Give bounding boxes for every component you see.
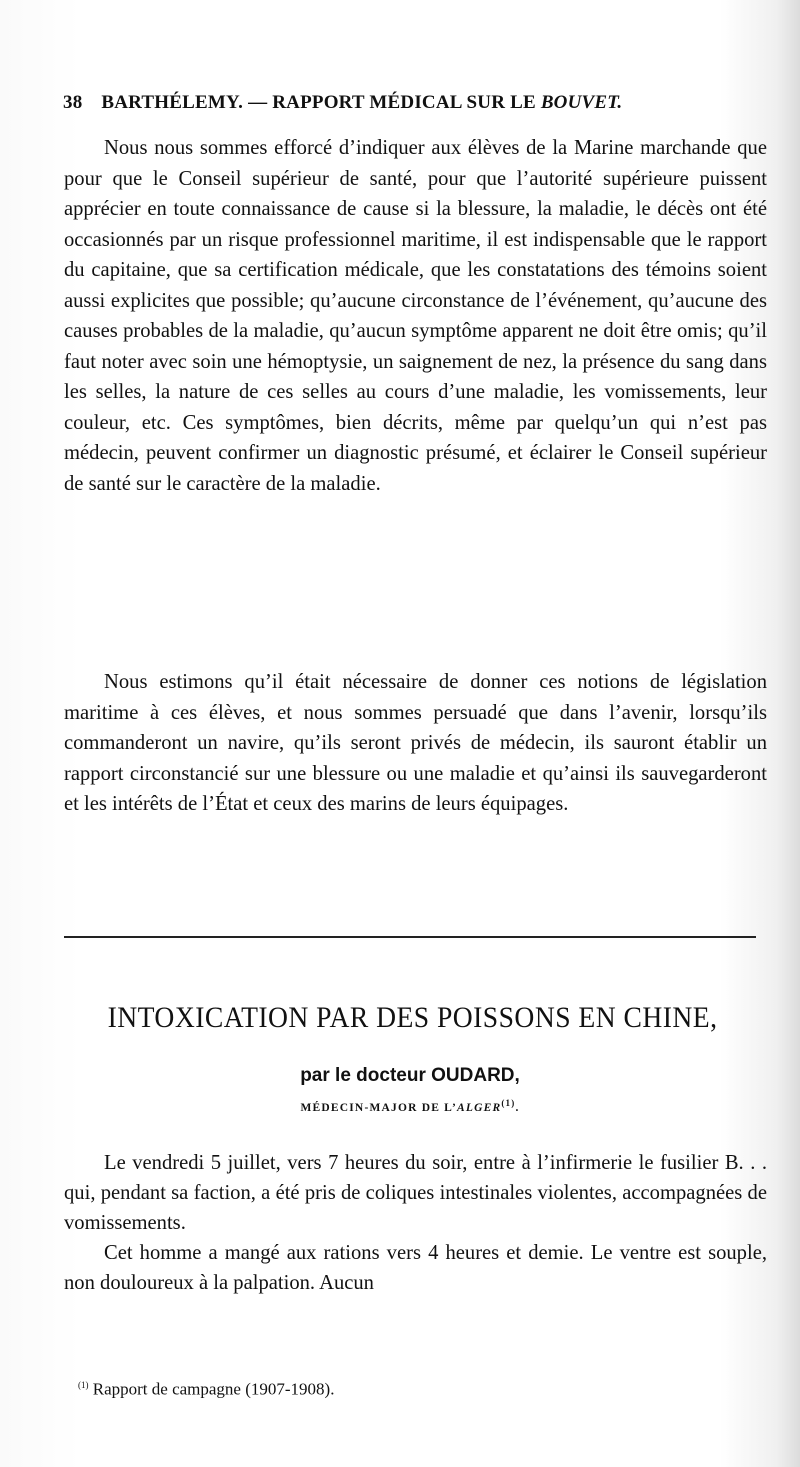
article-byline: par le docteur OUDARD, (300, 1065, 520, 1086)
author-role-ship: ALGER (457, 1101, 502, 1114)
running-header (63, 92, 763, 118)
footnote-text: Rapport de campagne (1907-1908). (92, 1379, 335, 1399)
footnote-mark: (1) (78, 1380, 89, 1390)
running-title: BARTHÉLEMY. — RAPPORT MÉDICAL SUR LE (101, 92, 536, 113)
body-paragraph: Nous estimons qu’il était nécessaire de donner ces notions de législation maritime à ces élèves, et nous sommes persuadé que dans l’avenir, lorsqu’ils commanderont un navire, qu’ils seront privés de médecin, ils sauront établir un rapport circonstancié sur une blessure ou une maladie et qu’ainsi ils sauvegarderont et les intérêts de l’État et ceux des marins de leurs équipages. (64, 671, 767, 815)
footnote-reference: (1) (501, 1098, 516, 1108)
section-divider (64, 936, 756, 938)
page-number: 38 (63, 92, 83, 113)
author-role-prefix: MÉDECIN-MAJOR DE L’ (300, 1101, 457, 1114)
author-role (64, 1093, 756, 1118)
body-paragraph: Nous nous sommes efforcé d’indiquer aux élèves de la Marine marchande que pour que le Conseil supérieur de santé, pour que l’autorité supérieure puissent apprécier en toute connaissance de cause si la blessure, la maladie, le décès ont été occasionnés par un risque professionnel maritime, il est indispensable que le rapport du capitaine, que sa certification médicale, que les constatations des témoins soient aussi explicites que possible; qu’aucune circonstance de l’événement, qu’aucune des causes probables de la maladie, qu’aucun symptôme apparent ne doit être omis; qu’il faut noter avec soin une hémoptysie, un saignement de nez, la présence du sang dans les selles, la nature de ces selles au cours d’une maladie, les vomissements, leur couleur, etc. Ces symptômes, bien décrits, même par quelqu’un qui n’est pas médecin, peuvent confirmer un diagnostic présumé, et éclairer le Conseil supérieur de santé sur le caractère de la maladie. (64, 137, 767, 495)
running-title-ship: BOUVET. (540, 92, 623, 113)
article-paragraph: Le vendredi 5 juillet, vers 7 heures du soir, entre à l’infirmerie le fusilier B. . . qui, pendant sa faction, a été pris de coliques intestinales violentes, accompagnées de vomissements. (64, 1152, 767, 1234)
article-paragraph: Cet homme a mangé aux rations vers 4 heures et demie. Le ventre est souple, non douloureux à la palpation. Aucun (64, 1242, 767, 1294)
author-role-suffix: . (515, 1101, 520, 1114)
article-title: INTOXICATION PAR DES POISSONS EN CHINE, (107, 1001, 718, 1034)
footnote (78, 1374, 758, 1401)
